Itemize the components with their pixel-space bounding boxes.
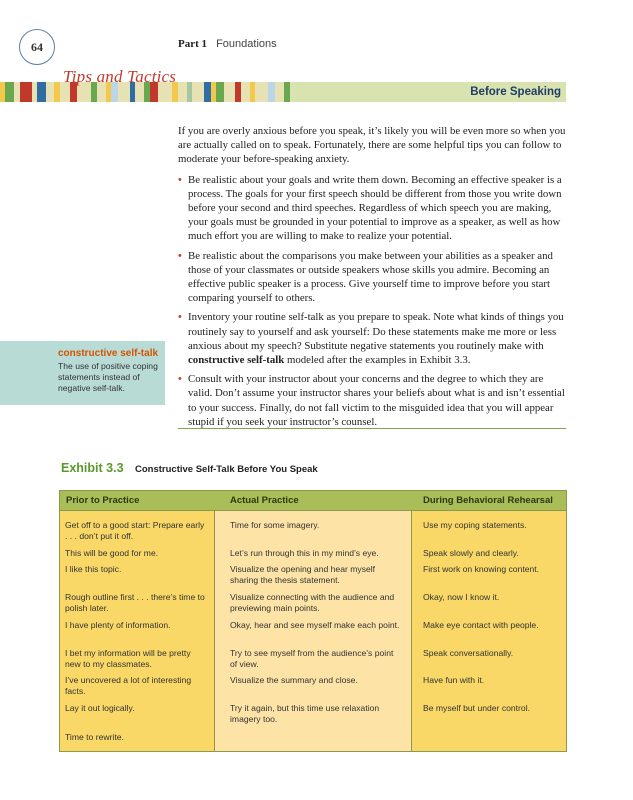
table-cell: This will be good for me. (65, 548, 159, 558)
tip-text: Consult with your instructor about your concerns and the degree to which they are valid. Don’t assume your instructor shares your beliefs about what is and isn’t essential to your success. Finally, do not fall victim to the misguided idea that you will appear stupid if you seek your instructor’s counsel. (188, 373, 565, 428)
column-header: Actual Practice (230, 495, 299, 506)
body-text (178, 124, 566, 434)
tip-text: Be realistic about your goals and write them down. Becoming an effective speaker is a process. The goals for your first speech should be different from those you write down before your second and third speeches. Regardless of which speech you are making, your goals must be grounded in your potential to improve as a speaker, as well as how much effort you are willing to make to realize your potential. (188, 173, 562, 243)
column-prior-to-practice (60, 511, 215, 751)
tips-and-tactics-title: Tips and Tactics (63, 67, 177, 86)
tips-list (178, 173, 566, 429)
stripe (275, 82, 284, 102)
exhibit-number: Exhibit 3.3 (61, 461, 124, 475)
table-cell: Rough outline first . . . there’s time to polish later. (65, 592, 205, 613)
page-number: 64 (19, 29, 55, 65)
bullet-icon: • (178, 311, 182, 324)
bullet-icon: • (178, 173, 182, 186)
tip-item (178, 310, 566, 367)
stripe (5, 82, 14, 102)
tip-item (178, 249, 566, 306)
table-cell: Try to see myself from the audience’s point of view. (230, 648, 394, 669)
exhibit-caption: Constructive Self-Talk Before You Speak (135, 464, 318, 475)
column-header: Prior to Practice (66, 495, 140, 506)
table-cell: Speak slowly and clearly. (423, 548, 519, 558)
key-term: constructive self-talk (188, 354, 285, 367)
table-cell: Try it again, but this time use relaxation imagery too. (230, 703, 380, 724)
stripe (268, 82, 275, 102)
table-cell: Speak conversationally. (423, 648, 514, 658)
table-cell: Time to rewrite. (65, 732, 124, 742)
table-cell: Let’s run through this in my mind’s eye. (230, 548, 379, 558)
table-cell: Okay, now I know it. (423, 592, 500, 602)
stripe (241, 82, 250, 102)
running-head (178, 38, 277, 50)
part-label: Part 1 (178, 38, 208, 50)
table-cell: Visualize the summary and close. (230, 675, 358, 685)
table-cell: Make eye contact with people. (423, 620, 539, 630)
tip-item (178, 173, 566, 244)
tip-text: modeled after the examples in Exhibit 3.3. (284, 354, 471, 367)
table-cell: I have plenty of information. (65, 620, 171, 630)
column-actual-practice (215, 511, 412, 751)
column-during-behavioral-rehearsal (412, 511, 566, 751)
section-divider (178, 428, 566, 429)
table-cell: Visualize the opening and hear myself sharing the thesis statement. (230, 564, 376, 585)
margin-glossary-note (0, 341, 165, 405)
intro-paragraph: If you are overly anxious before you speak, it’s likely you will be even more so when you are actually called on to speak. Fortunately, there are some helpful tips you can follow to moderate your before-speaking anxiety. (178, 125, 566, 166)
table-cell: Get off to a good start: Prepare early . . . don’t put it off. (65, 520, 205, 541)
column-header: During Behavioral Rehearsal (423, 495, 553, 506)
tip-text: Be realistic about the comparisons you make between your abilities as a speaker and those of your classmates or outside speakers whose skills you admire. Becoming an effective public speaker is a process. Give yourself time to improve before you start comparing yourself to others. (188, 249, 553, 305)
stripe (224, 82, 235, 102)
exhibit-title (61, 461, 318, 475)
tip-item (178, 372, 566, 429)
part-title: Foundations (216, 38, 277, 50)
stripe (37, 82, 46, 102)
table-cell: Lay it out logically. (65, 703, 135, 713)
section-label: Before Speaking (470, 86, 561, 98)
bullet-icon: • (178, 249, 182, 262)
table-cell: Visualize connecting with the audience and previewing main points. (230, 592, 395, 613)
table-cell: Okay, hear and see myself make each point. (230, 620, 400, 630)
stripe (204, 82, 211, 102)
table-cell: First work on knowing content. (423, 564, 540, 574)
tip-text: Inventory your routine self-talk as you prepare to speak. Note what kinds of things you routinely say to yourself and ask yourself: Do these statements make me more or less anxious about my speech? Substitute negative statements you routinely make with (188, 311, 564, 352)
table-cell: Have fun with it. (423, 675, 485, 685)
table-cell: I like this topic. (65, 564, 122, 574)
exhibit-table (59, 490, 567, 752)
glossary-definition: The use of positive coping statements instead of negative self-talk. (58, 361, 158, 393)
stripe (178, 82, 187, 102)
table-cell: I’ve uncovered a lot of interesting facts. (65, 675, 192, 696)
glossary-term: constructive self-talk (58, 348, 159, 359)
bullet-icon: • (178, 373, 182, 386)
table-cell: Be myself but under control. (423, 703, 530, 713)
table-cell: Use my coping statements. (423, 520, 527, 530)
stripe (46, 82, 54, 102)
table-header (60, 491, 566, 511)
stripe (255, 82, 268, 102)
stripe (20, 82, 32, 102)
table-cell: I bet my information will be pretty new to my classmates. (65, 648, 191, 669)
stripe (216, 82, 224, 102)
table-cell: Time for some imagery. (230, 520, 320, 530)
stripe (192, 82, 204, 102)
